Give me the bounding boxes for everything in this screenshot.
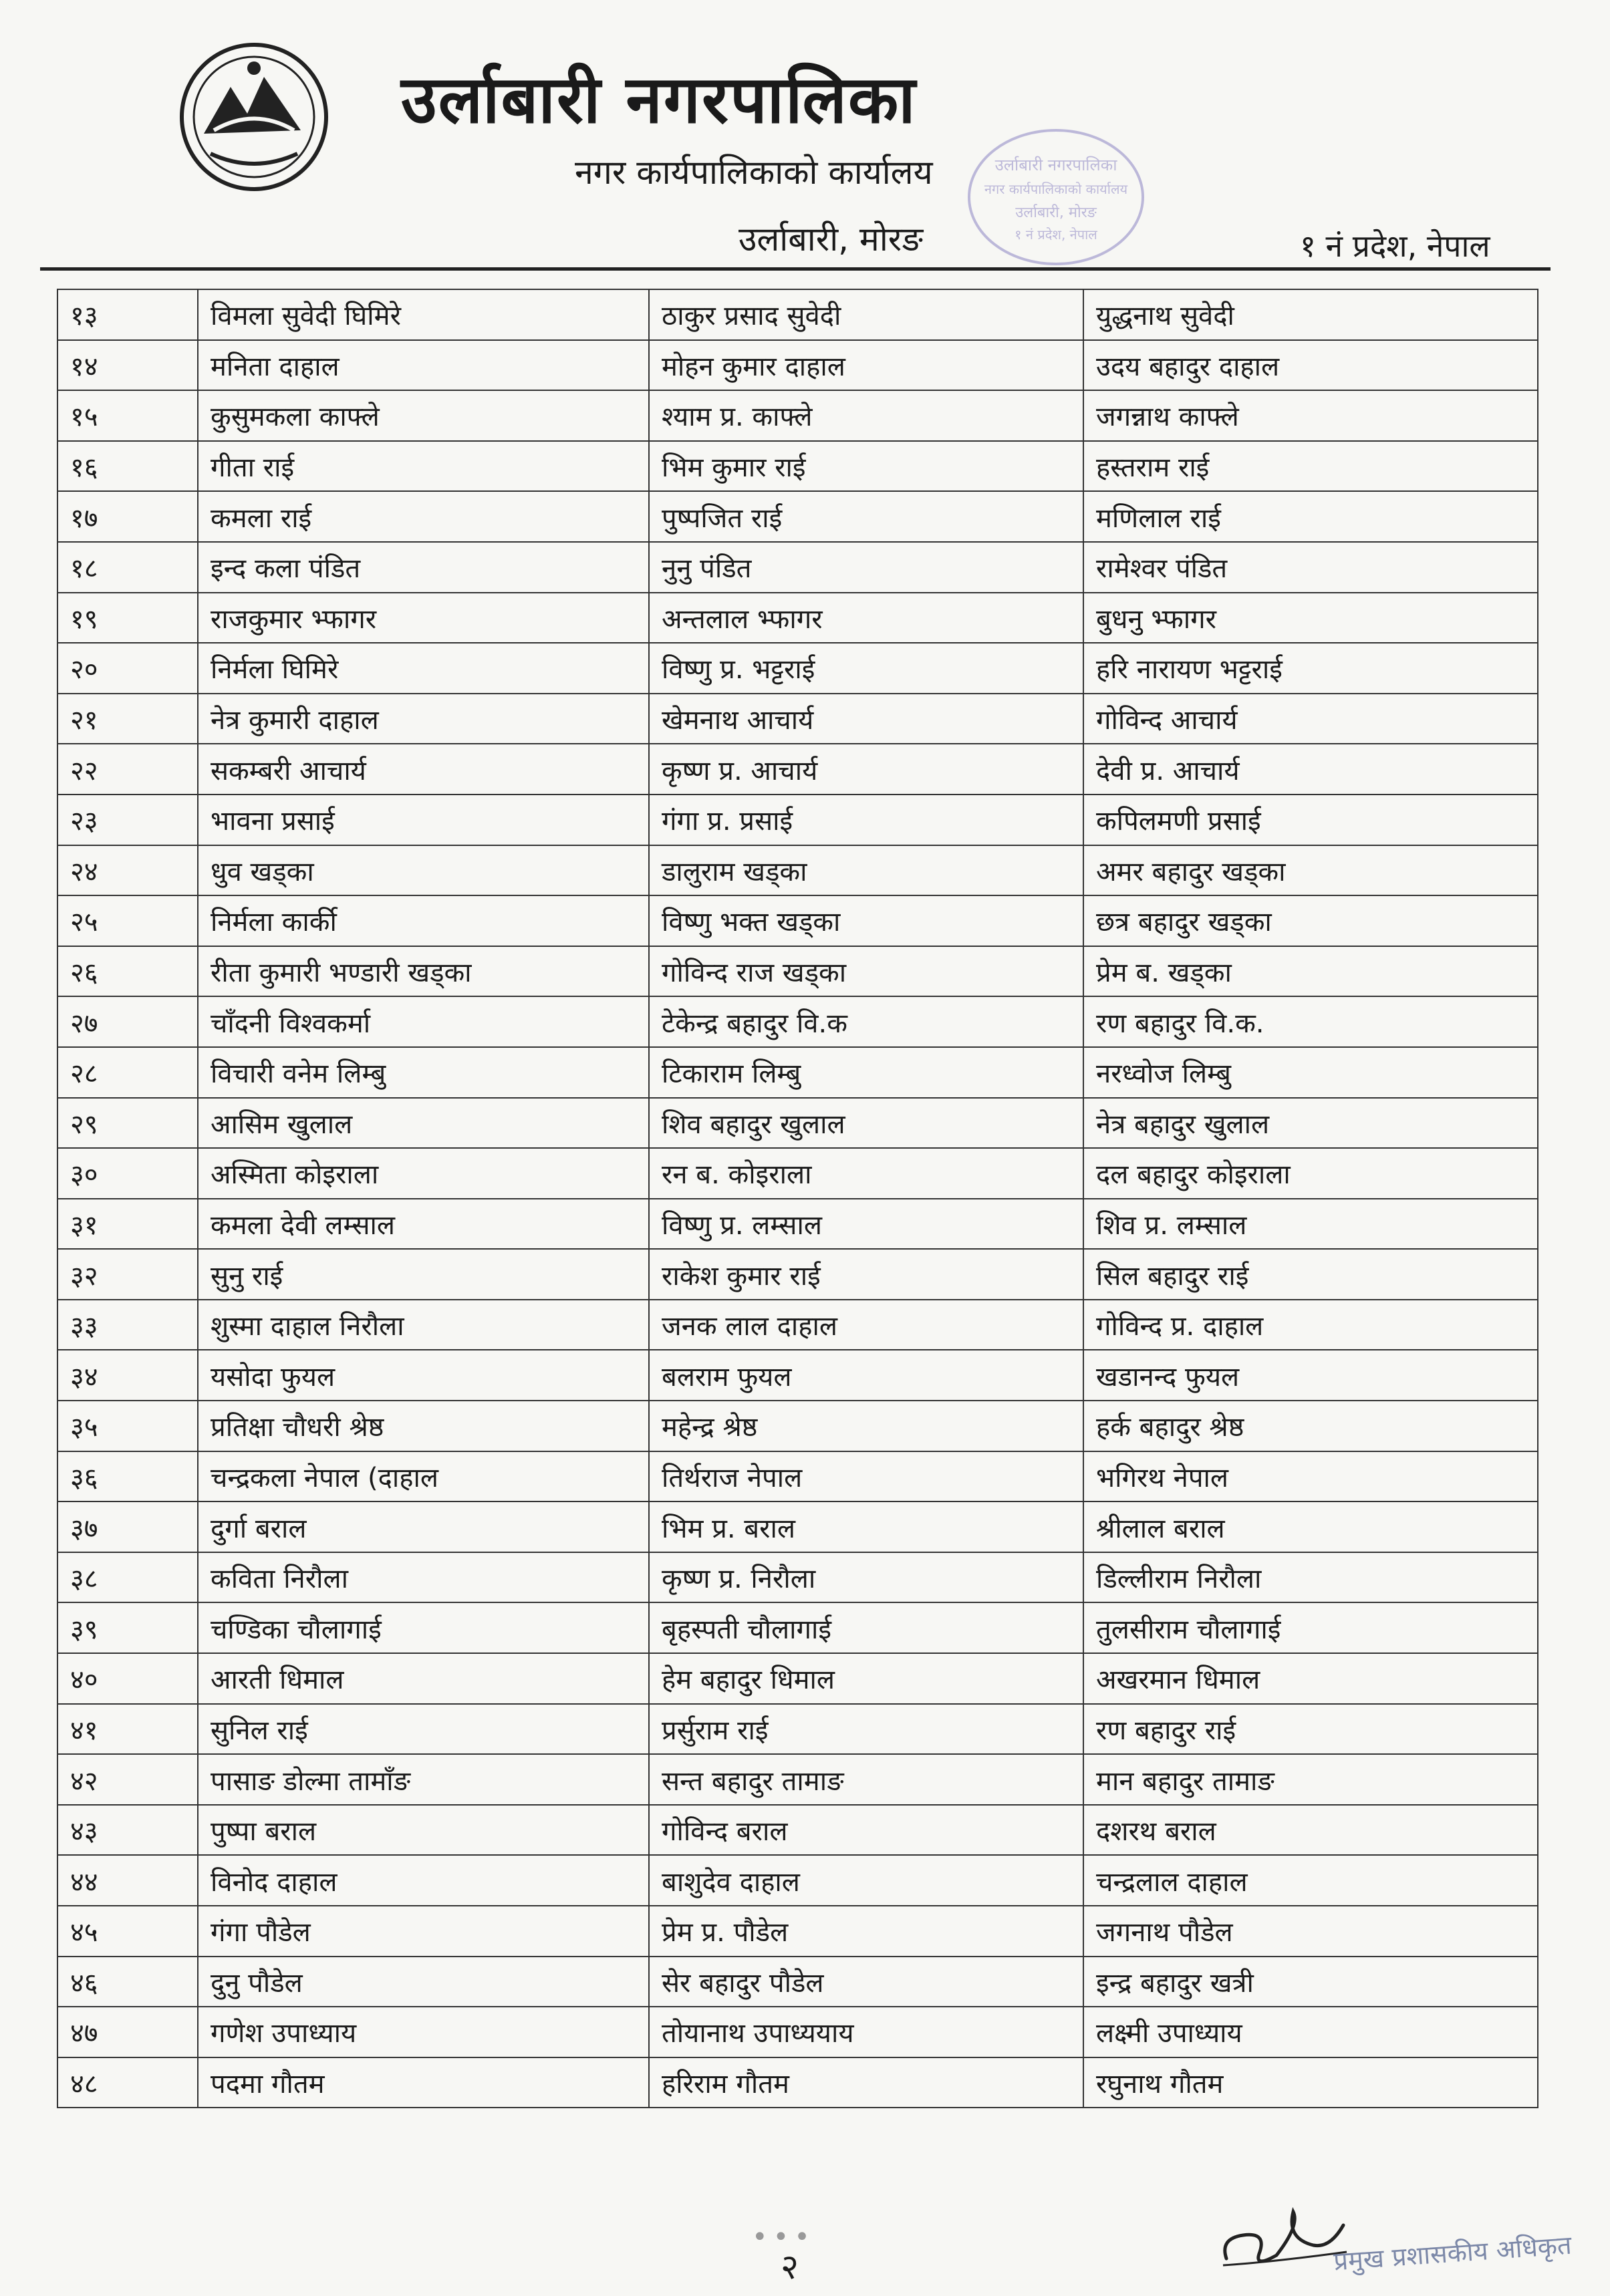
father-name-cell: कृष्ण प्र. निरौला xyxy=(649,1552,1083,1603)
table-row xyxy=(57,1401,1538,1451)
name-cell: निर्मला घिमिरे xyxy=(198,643,649,694)
father-name-cell: राकेश कुमार राई xyxy=(649,1249,1083,1300)
table-row xyxy=(57,2057,1538,2108)
father-name-cell: नुनु पंडित xyxy=(649,542,1083,593)
father-name-cell: भिम कुमार राई xyxy=(649,441,1083,492)
grandfather-name-cell: नरध्वोज लिम्बु xyxy=(1083,1047,1538,1098)
table-row xyxy=(57,441,1538,492)
table-row xyxy=(57,1602,1538,1653)
stamp-line-2: नगर कार्यपालिकाको कार्यालय xyxy=(984,181,1128,197)
grandfather-name-cell: लक्ष्मी उपाध्याय xyxy=(1083,2007,1538,2057)
table-row xyxy=(57,1653,1538,1704)
grandfather-name-cell: मान बहादुर तामाङ xyxy=(1083,1754,1538,1805)
grandfather-name-cell: इन्द्र बहादुर खत्री xyxy=(1083,1957,1538,2007)
father-name-cell: ठाकुर प्रसाद सुवेदी xyxy=(649,289,1083,340)
serial-number-cell: ३७ xyxy=(57,1501,198,1552)
table-row xyxy=(57,1249,1538,1300)
serial-number-cell: २२ xyxy=(57,744,198,795)
name-cell: विमला सुवेदी घिमिरे xyxy=(198,289,649,340)
serial-number-cell: ४७ xyxy=(57,2007,198,2057)
municipality-emblem-icon xyxy=(177,40,331,194)
name-cell: चन्द्रकला नेपाल (दाहाल xyxy=(198,1451,649,1502)
serial-number-cell: २४ xyxy=(57,845,198,896)
grandfather-name-cell: कपिलमणी प्रसाई xyxy=(1083,795,1538,845)
name-cell: दुनु पौडेल xyxy=(198,1957,649,2007)
father-name-cell: पुष्पजित राई xyxy=(649,491,1083,542)
officer-title-stamp: प्रमुख प्रशासकीय अधिकृत xyxy=(1332,2230,1573,2277)
table-row xyxy=(57,1350,1538,1401)
serial-number-cell: २१ xyxy=(57,694,198,744)
grandfather-name-cell: हरि नारायण भट्टराई xyxy=(1083,643,1538,694)
table-row xyxy=(57,1855,1538,1906)
father-name-cell: शिव बहादुर खुलाल xyxy=(649,1098,1083,1149)
serial-number-cell: ३० xyxy=(57,1148,198,1199)
table-row xyxy=(57,1098,1538,1149)
name-cell: चण्डिका चौलागाई xyxy=(198,1602,649,1653)
table-row xyxy=(57,1501,1538,1552)
table-row xyxy=(57,795,1538,845)
name-cell: दुर्गा बराल xyxy=(198,1501,649,1552)
serial-number-cell: ३२ xyxy=(57,1249,198,1300)
serial-number-cell: ३३ xyxy=(57,1300,198,1350)
header-divider xyxy=(40,267,1551,271)
name-cell: आरती धिमाल xyxy=(198,1653,649,1704)
page-title: उर्लाबारी नगरपालिका xyxy=(401,62,917,138)
father-name-cell: टिकाराम लिम्बु xyxy=(649,1047,1083,1098)
father-name-cell: मोहन कुमार दाहाल xyxy=(649,340,1083,391)
roster-table xyxy=(57,289,1538,2108)
father-name-cell: सेर बहादुर पौडेल xyxy=(649,1957,1083,2007)
serial-number-cell: ४८ xyxy=(57,2057,198,2108)
serial-number-cell: ४१ xyxy=(57,1704,198,1755)
name-cell: सकम्बरी आचार्य xyxy=(198,744,649,795)
serial-number-cell: ४४ xyxy=(57,1855,198,1906)
table-row xyxy=(57,1148,1538,1199)
table-row xyxy=(57,1199,1538,1250)
name-cell: कविता निरौला xyxy=(198,1552,649,1603)
serial-number-cell: १४ xyxy=(57,340,198,391)
name-cell: शुस्मा दाहाल निरौला xyxy=(198,1300,649,1350)
grandfather-name-cell: अखरमान धिमाल xyxy=(1083,1653,1538,1704)
serial-number-cell: २० xyxy=(57,643,198,694)
grandfather-name-cell: चन्द्रलाल दाहाल xyxy=(1083,1855,1538,1906)
father-name-cell: विष्णु प्र. लम्साल xyxy=(649,1199,1083,1250)
name-cell: नेत्र कुमारी दाहाल xyxy=(198,694,649,744)
name-cell: पुष्पा बराल xyxy=(198,1805,649,1856)
name-cell: सुनु राई xyxy=(198,1249,649,1300)
name-cell: पदमा गौतम xyxy=(198,2057,649,2108)
office-subtitle: नगर कार्यपालिकाको कार्यालय xyxy=(575,153,933,192)
serial-number-cell: ४६ xyxy=(57,1957,198,2007)
name-cell: पासाङ डोल्मा तामाँङ xyxy=(198,1754,649,1805)
table-row xyxy=(57,1754,1538,1805)
serial-number-cell: ४५ xyxy=(57,1906,198,1957)
name-cell: धुव खड्का xyxy=(198,845,649,896)
name-cell: कमला देवी लम्साल xyxy=(198,1199,649,1250)
grandfather-name-cell: बुधनु भ्फागर xyxy=(1083,593,1538,643)
name-cell: आसिम खुलाल xyxy=(198,1098,649,1149)
father-name-cell: श्याम प्र. काफ्ले xyxy=(649,390,1083,441)
father-name-cell: भिम प्र. बराल xyxy=(649,1501,1083,1552)
name-cell: निर्मला कार्की xyxy=(198,895,649,946)
serial-number-cell: ३६ xyxy=(57,1451,198,1502)
grandfather-name-cell: शिव प्र. लम्साल xyxy=(1083,1199,1538,1250)
serial-number-cell: ३४ xyxy=(57,1350,198,1401)
grandfather-name-cell: रघुनाथ गौतम xyxy=(1083,2057,1538,2108)
serial-number-cell: २८ xyxy=(57,1047,198,1098)
grandfather-name-cell: हस्तराम राई xyxy=(1083,441,1538,492)
father-name-cell: विष्णु भक्त खड्का xyxy=(649,895,1083,946)
table-row xyxy=(57,390,1538,441)
father-name-cell: बलराम फुयल xyxy=(649,1350,1083,1401)
serial-number-cell: २५ xyxy=(57,895,198,946)
father-name-cell: गोविन्द राज खड्का xyxy=(649,946,1083,997)
grandfather-name-cell: मणिलाल राई xyxy=(1083,491,1538,542)
father-name-cell: सन्त बहादुर तामाङ xyxy=(649,1754,1083,1805)
table-row xyxy=(57,1047,1538,1098)
grandfather-name-cell: खडानन्द फुयल xyxy=(1083,1350,1538,1401)
serial-number-cell: ४० xyxy=(57,1653,198,1704)
father-name-cell: तोयानाथ उपाध्ययाय xyxy=(649,2007,1083,2057)
father-name-cell: बृहस्पती चौलागाई xyxy=(649,1602,1083,1653)
name-cell: सुनिल राई xyxy=(198,1704,649,1755)
serial-number-cell: १९ xyxy=(57,593,198,643)
grandfather-name-cell: उदय बहादुर दाहाल xyxy=(1083,340,1538,391)
grandfather-name-cell: नेत्र बहादुर खुलाल xyxy=(1083,1098,1538,1149)
grandfather-name-cell: श्रीलाल बराल xyxy=(1083,1501,1538,1552)
father-name-cell: रन ब. कोइराला xyxy=(649,1148,1083,1199)
father-name-cell: जनक लाल दाहाल xyxy=(649,1300,1083,1350)
table-row xyxy=(57,340,1538,391)
father-name-cell: तिर्थराज नेपाल xyxy=(649,1451,1083,1502)
roster-body xyxy=(57,289,1538,2108)
grandfather-name-cell: रण बहादुर राई xyxy=(1083,1704,1538,1755)
serial-number-cell: ३८ xyxy=(57,1552,198,1603)
father-name-cell: डालुराम खड्का xyxy=(649,845,1083,896)
table-row xyxy=(57,491,1538,542)
table-row xyxy=(57,1451,1538,1502)
serial-number-cell: २३ xyxy=(57,795,198,845)
table-row xyxy=(57,845,1538,896)
serial-number-cell: ४२ xyxy=(57,1754,198,1805)
father-name-cell: गंगा प्र. प्रसाई xyxy=(649,795,1083,845)
table-row xyxy=(57,946,1538,997)
grandfather-name-cell: गोविन्द प्र. दाहाल xyxy=(1083,1300,1538,1350)
table-row xyxy=(57,1704,1538,1755)
grandfather-name-cell: युद्धनाथ सुवेदी xyxy=(1083,289,1538,340)
table-row xyxy=(57,1300,1538,1350)
grandfather-name-cell: गोविन्द आचार्य xyxy=(1083,694,1538,744)
grandfather-name-cell: रण बहादुर वि.क. xyxy=(1083,996,1538,1047)
grandfather-name-cell: प्रेम ब. खड्का xyxy=(1083,946,1538,997)
table-row xyxy=(57,694,1538,744)
grandfather-name-cell: रामेश्वर पंडित xyxy=(1083,542,1538,593)
name-cell: भावना प्रसाई xyxy=(198,795,649,845)
table-row xyxy=(57,996,1538,1047)
serial-number-cell: २७ xyxy=(57,996,198,1047)
grandfather-name-cell: सिल बहादुर राई xyxy=(1083,1249,1538,1300)
father-name-cell: विष्णु प्र. भट्टराई xyxy=(649,643,1083,694)
stamp-line-3: उर्लाबारी, मोरङ xyxy=(1015,204,1097,221)
table-row xyxy=(57,2007,1538,2057)
grandfather-name-cell: हर्क बहादुर श्रेष्ठ xyxy=(1083,1401,1538,1451)
father-name-cell: महेन्द्र श्रेष्ठ xyxy=(649,1401,1083,1451)
table-row xyxy=(57,643,1538,694)
serial-number-cell: १७ xyxy=(57,491,198,542)
father-name-cell: हेम बहादुर धिमाल xyxy=(649,1653,1083,1704)
table-row xyxy=(57,542,1538,593)
name-cell: कमला राई xyxy=(198,491,649,542)
grandfather-name-cell: जगनाथ पौडेल xyxy=(1083,1906,1538,1957)
name-cell: चाँदनी विश्वकर्मा xyxy=(198,996,649,1047)
father-name-cell: टेकेन्द्र बहादुर वि.क xyxy=(649,996,1083,1047)
grandfather-name-cell: जगन्नाथ काफ्ले xyxy=(1083,390,1538,441)
serial-number-cell: ३५ xyxy=(57,1401,198,1451)
father-name-cell: कृष्ण प्र. आचार्य xyxy=(649,744,1083,795)
table-row xyxy=(57,1957,1538,2007)
grandfather-name-cell: डिल्लीराम निरौला xyxy=(1083,1552,1538,1603)
name-cell: अस्मिता कोइराला xyxy=(198,1148,649,1199)
name-cell: विनोद दाहाल xyxy=(198,1855,649,1906)
serial-number-cell: १६ xyxy=(57,441,198,492)
serial-number-cell: ३१ xyxy=(57,1199,198,1250)
office-stamp xyxy=(962,120,1150,274)
table-row xyxy=(57,1906,1538,1957)
table-row xyxy=(57,1805,1538,1856)
serial-number-cell: ४३ xyxy=(57,1805,198,1856)
name-cell: विचारी वनेम लिम्बु xyxy=(198,1047,649,1098)
stamp-line-4: १ नं प्रदेश, नेपाल xyxy=(1015,227,1097,243)
grandfather-name-cell: भगिरथ नेपाल xyxy=(1083,1451,1538,1502)
name-cell: गणेश उपाध्याय xyxy=(198,2007,649,2057)
name-cell: इन्द कला पंडित xyxy=(198,542,649,593)
name-cell: कुसुमकला काफ्ले xyxy=(198,390,649,441)
name-cell: रीता कुमारी भण्डारी खड्का xyxy=(198,946,649,997)
name-cell: राजकुमार भ्फागर xyxy=(198,593,649,643)
father-name-cell: खेमनाथ आचार्य xyxy=(649,694,1083,744)
table-row xyxy=(57,593,1538,643)
serial-number-cell: १८ xyxy=(57,542,198,593)
serial-number-cell: १५ xyxy=(57,390,198,441)
office-address: उर्लाबारी, मोरङ xyxy=(739,220,924,259)
grandfather-name-cell: दशरथ बराल xyxy=(1083,1805,1538,1856)
father-name-cell: अन्तलाल भ्फागर xyxy=(649,593,1083,643)
table-row xyxy=(57,289,1538,340)
grandfather-name-cell: अमर बहादुर खड्का xyxy=(1083,845,1538,896)
grandfather-name-cell: छत्र बहादुर खड्का xyxy=(1083,895,1538,946)
father-name-cell: बाशुदेव दाहाल xyxy=(649,1855,1083,1906)
serial-number-cell: २९ xyxy=(57,1098,198,1149)
province-label: १ नं प्रदेश, नेपाल xyxy=(1300,228,1490,264)
grandfather-name-cell: देवी प्र. आचार्य xyxy=(1083,744,1538,795)
father-name-cell: प्रर्सुराम राई xyxy=(649,1704,1083,1755)
father-name-cell: प्रेम प्र. पौडेल xyxy=(649,1906,1083,1957)
name-cell: गंगा पौडेल xyxy=(198,1906,649,1957)
name-cell: यसोदा फुयल xyxy=(198,1350,649,1401)
signature-icon xyxy=(1213,2198,1353,2279)
name-cell: गीता राई xyxy=(198,441,649,492)
grandfather-name-cell: तुलसीराम चौलागाई xyxy=(1083,1602,1538,1653)
name-cell: मनिता दाहाल xyxy=(198,340,649,391)
name-cell: प्रतिक्षा चौधरी श्रेष्ठ xyxy=(198,1401,649,1451)
page-dots: ••• xyxy=(752,2222,815,2253)
table-row xyxy=(57,744,1538,795)
serial-number-cell: ३९ xyxy=(57,1602,198,1653)
table-row xyxy=(57,1552,1538,1603)
serial-number-cell: १३ xyxy=(57,289,198,340)
page-number: २ xyxy=(781,2247,799,2287)
father-name-cell: गोविन्द बराल xyxy=(649,1805,1083,1856)
serial-number-cell: २६ xyxy=(57,946,198,997)
table-row xyxy=(57,895,1538,946)
grandfather-name-cell: दल बहादुर कोइराला xyxy=(1083,1148,1538,1199)
father-name-cell: हरिराम गौतम xyxy=(649,2057,1083,2108)
stamp-line-1: उर्लाबारी नगरपालिका xyxy=(994,156,1117,174)
